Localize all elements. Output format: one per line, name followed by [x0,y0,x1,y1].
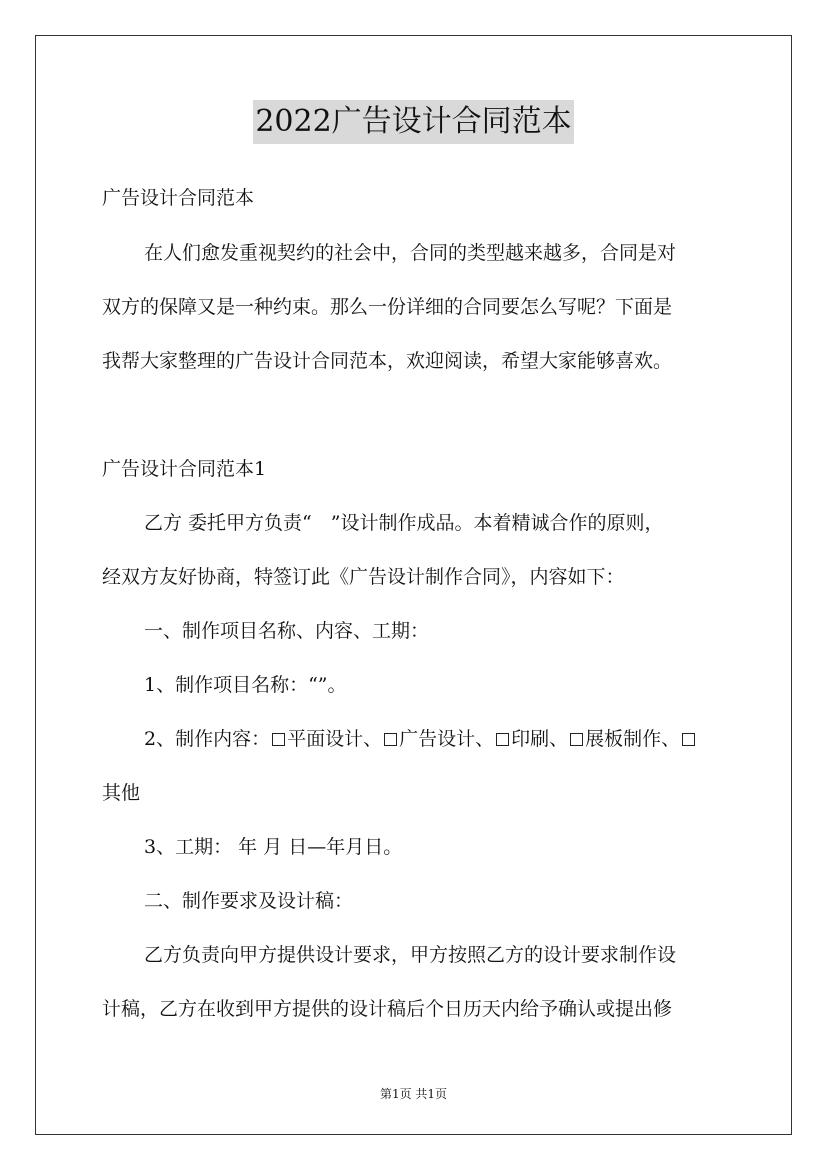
para1-line-1: 乙方 委托甲方负责“ ”设计制作成品。本着精诚合作的原则， [144,512,664,534]
checkbox-icon [682,733,695,746]
para1-line-2: 经双方友好协商，特签订此《广告设计制作合同》，内容如下： [102,566,625,588]
item-2-option-4: 展板制作、 [585,728,681,750]
item-2-prefix: 2、制作内容： [144,728,271,750]
item-2-option-3: 印刷、 [511,728,569,750]
item-3: 3、工期： 年 月 日—年月日。 [144,836,403,858]
para2-line-1: 乙方负责向甲方提供设计要求，甲方按照乙方的设计要求制作设 [144,944,677,966]
subtitle: 广告设计合同范本 [102,187,255,209]
item-2-continuation: 其他 [102,782,141,804]
intro-line-2: 双方的保障又是一种约束。那么一份详细的合同要怎么写呢？下面是 [102,296,673,318]
document-title: 2022广告设计合同范本 [253,100,573,144]
checkbox-icon [496,733,509,746]
para2-line-2: 计稿，乙方在收到甲方提供的设计稿后个日历天内给予确认或提出修 [102,998,673,1020]
checkbox-icon [570,733,583,746]
item-two-heading: 二、制作要求及设计稿： [144,890,354,912]
item-1: 1、制作项目名称：“”。 [144,674,347,696]
intro-line-3: 我帮大家整理的广告设计合同范本，欢迎阅读，希望大家能够喜欢。 [102,350,673,372]
item-2-option-2: 广告设计、 [399,728,495,750]
checkbox-icon [384,733,397,746]
item-2 [144,724,697,751]
page-footer: 第1页 共1页 [379,1087,448,1101]
title-container [0,100,827,144]
checkbox-icon [272,733,285,746]
intro-line-1: 在人们愈发重视契约的社会中，合同的类型越来越多，合同是对 [144,242,677,264]
item-one-heading: 一、制作项目名称、内容、工期： [144,620,430,642]
section-heading: 广告设计合同范本1 [102,458,267,480]
item-2-option-1: 平面设计、 [287,728,383,750]
